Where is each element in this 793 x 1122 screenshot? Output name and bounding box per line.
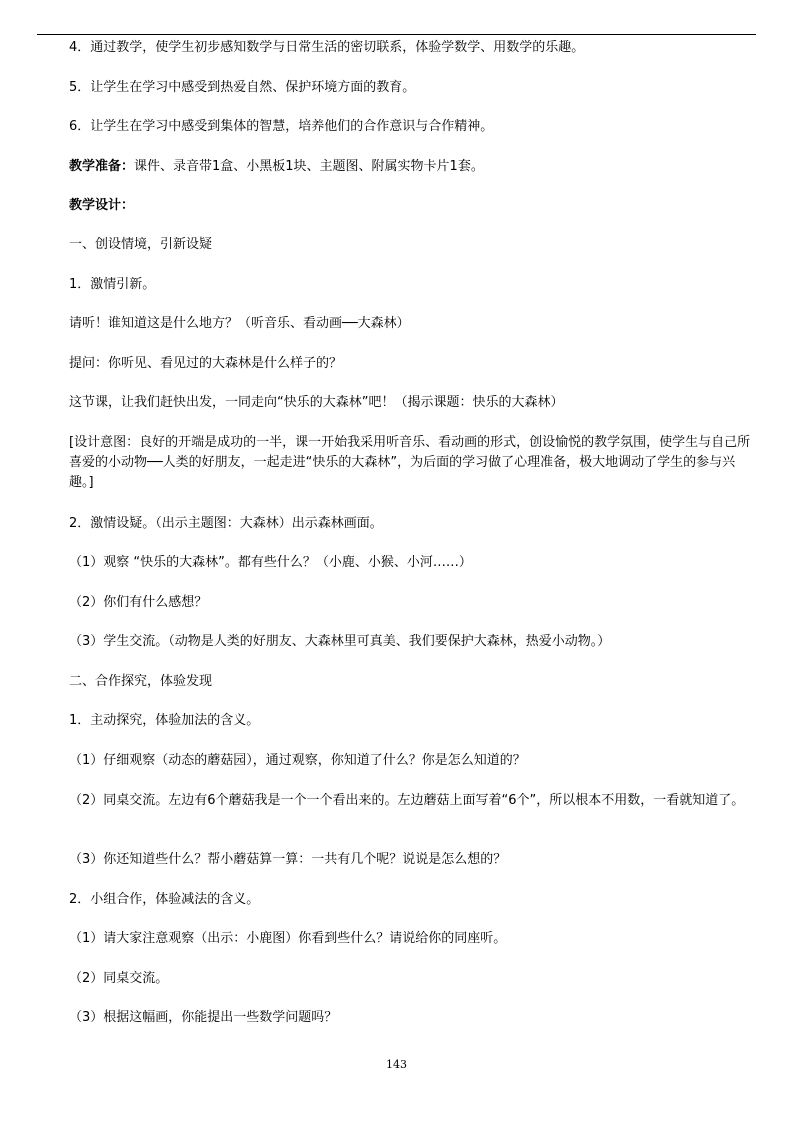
objective-5: 5．让学生在学习中感受到热爱自然、保护环境方面的教育。	[69, 80, 416, 95]
section-1-heading: 一、创设情境，引新设疑	[69, 237, 213, 252]
item-mushroom-observe: （1）仔细观察（动态的蘑菇园），通过观察，你知道了什么？你是怎么知道的？	[69, 753, 526, 768]
step-1-2: 2．激情设疑。（出示主题图：大森林）出示森林画面。	[69, 516, 383, 531]
paragraph-listen: 请听！谁知道这是什么地方？（听音乐、看动画──大森林）	[69, 316, 410, 331]
header-rule	[37, 34, 756, 35]
item-exchange: （3）学生交流。（动物是人类的好朋友、大森林里可真美、我们要保护大森林，热爱小动物。）	[69, 634, 611, 649]
step-1-1: 1．激情引新。	[69, 277, 156, 292]
teaching-preparation	[38, 157, 756, 177]
item-deer-observe: （1）请大家注意观察（出示：小鹿图）你看到些什么？请说给你的同座听。	[69, 931, 507, 946]
item-deskmate-exchange: （2）同桌交流。左边有6个蘑菇我是一个一个看出来的。左边蘑菇上面写着“6个”，所以根本不用数，一看就知道了。	[69, 793, 745, 808]
paragraph-question: 提问：你听见、看见过的大森林是什么样子的？	[69, 356, 343, 371]
objective-6: 6．让学生在学习中感受到集体的智慧，培养他们的合作意识与合作精神。	[69, 119, 494, 134]
paragraph-topic: 这节课，让我们赶快出发，一同走向“快乐的大森林”吧！（揭示课题：快乐的大森林）	[69, 395, 564, 410]
teaching-preparation-label: 教学准备：	[69, 159, 135, 174]
item-deskmate-exchange-2: （2）同桌交流。	[69, 971, 169, 986]
design-intent-note: [设计意图：良好的开端是成功的一半，课一开始我采用听音乐、看动画的形式，创设愉悦的教学氛围，使学生与自己所喜爱的小动物──人类的好朋友，一起走进“快乐的大森林”，为后面的学习做了心理准备，极大地调动了学生的参与兴趣。]	[69, 435, 751, 490]
item-math-questions: （3）根据这幅画，你能提出一些数学问题吗？	[69, 1010, 338, 1025]
teaching-design-heading: 教学设计：	[69, 198, 135, 213]
item-mushroom-count: （3）你还知道些什么？帮小蘑菇算一算：一共有几个呢？说说是怎么想的？	[69, 852, 507, 867]
teaching-preparation-text: 课件、录音带1盒、小黑板1块、主题图、附属实物卡片1套。	[134, 159, 484, 174]
item-feelings: （2）你们有什么感想？	[69, 595, 208, 610]
page-number: 143	[386, 1058, 407, 1071]
step-2-2: 2．小组合作，体验减法的含义。	[69, 892, 260, 907]
item-observe: （1）观察 “快乐的大森林”。都有些什么？（小鹿、小猴、小河……）	[69, 555, 472, 570]
objective-4: 4．通过教学，使学生初步感知数学与日常生活的密切联系，体验学数学、用数学的乐趣。	[69, 40, 585, 55]
step-2-1: 1．主动探究，体验加法的含义。	[69, 713, 260, 728]
section-2-heading: 二、合作探究，体验发现	[69, 674, 213, 689]
